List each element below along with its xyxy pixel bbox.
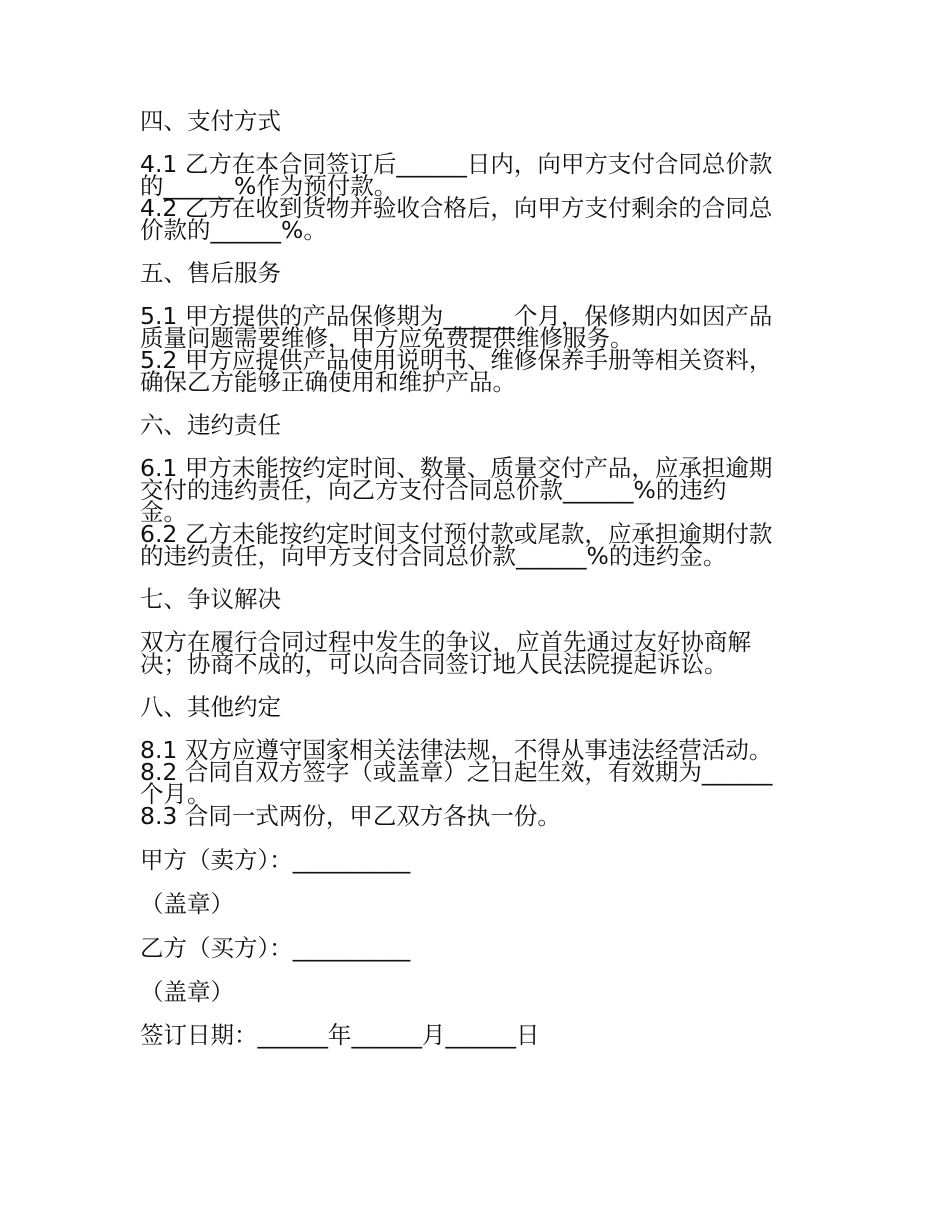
dispute-paragraph-line-2: 决；协商不成的，可以向合同签订地人民法院提起诉讼。 (140, 650, 728, 678)
clause-5-2-line-2: 确保乙方能够正确使用和维护产品。 (140, 368, 516, 396)
clause-6-1-line-1: 6.1 甲方未能按约定时间、数量、质量交付产品，应承担逾期 (140, 454, 773, 482)
section-6-heading: 六、违约责任 (140, 411, 281, 439)
sign-date-line: 签订日期：______年______月______日 (140, 1021, 540, 1049)
clause-6-1-line-3: 金。 (140, 498, 187, 526)
party-b-seal: （盖章） (140, 978, 234, 1006)
section-7-heading: 七、争议解决 (140, 585, 281, 613)
clause-6-2-line-1: 6.2 乙方未能按约定时间支付预付款或尾款，应承担逾期付款 (140, 520, 773, 548)
clause-8-2-line-1: 8.2 合同自双方签字（或盖章）之日起生效，有效期为______ (140, 758, 773, 786)
clause-4-1-line-1: 4.1 乙方在本合同签订后______日内，向甲方支付合同总价款 (140, 150, 773, 178)
section-8-heading: 八、其他约定 (140, 693, 281, 721)
party-a-seal: （盖章） (140, 890, 234, 918)
clause-4-2-line-2: 价款的______%。 (140, 216, 327, 244)
clause-8-1: 8.1 双方应遵守国家相关法律法规，不得从事违法经营活动。 (140, 736, 773, 764)
dispute-paragraph-line-1: 双方在履行合同过程中发生的争议，应首先通过友好协商解 (140, 628, 751, 656)
clause-5-2-line-1: 5.2 甲方应提供产品使用说明书、维修保养手册等相关资料， (140, 346, 773, 374)
clause-8-3: 8.3 合同一式两份，甲乙双方各执一份。 (140, 802, 561, 830)
clause-4-2-line-1: 4.2 乙方在收到货物并验收合格后，向甲方支付剩余的合同总 (140, 194, 773, 222)
party-a-signature-line: 甲方（卖方）：__________ (140, 846, 411, 874)
section-4-heading: 四、支付方式 (140, 107, 281, 135)
clause-6-1-line-2: 交付的违约责任，向乙方支付合同总价款______%的违约 (140, 476, 727, 504)
clause-4-1-line-2: 的______%作为预付款。 (140, 172, 398, 200)
party-b-signature-line: 乙方（买方）：__________ (140, 934, 411, 962)
clause-8-2-line-2: 个月。 (140, 780, 211, 808)
clause-6-2-line-2: 的违约责任，向甲方支付合同总价款______%的违约金。 (140, 542, 727, 570)
clause-5-1-line-1: 5.1 甲方提供的产品保修期为______个月，保修期内如因产品 (140, 302, 773, 330)
section-5-heading: 五、售后服务 (140, 259, 281, 287)
clause-5-1-line-2: 质量问题需要维修，甲方应免费提供维修服务。 (140, 324, 634, 352)
contract-page (140, 0, 820, 1230)
